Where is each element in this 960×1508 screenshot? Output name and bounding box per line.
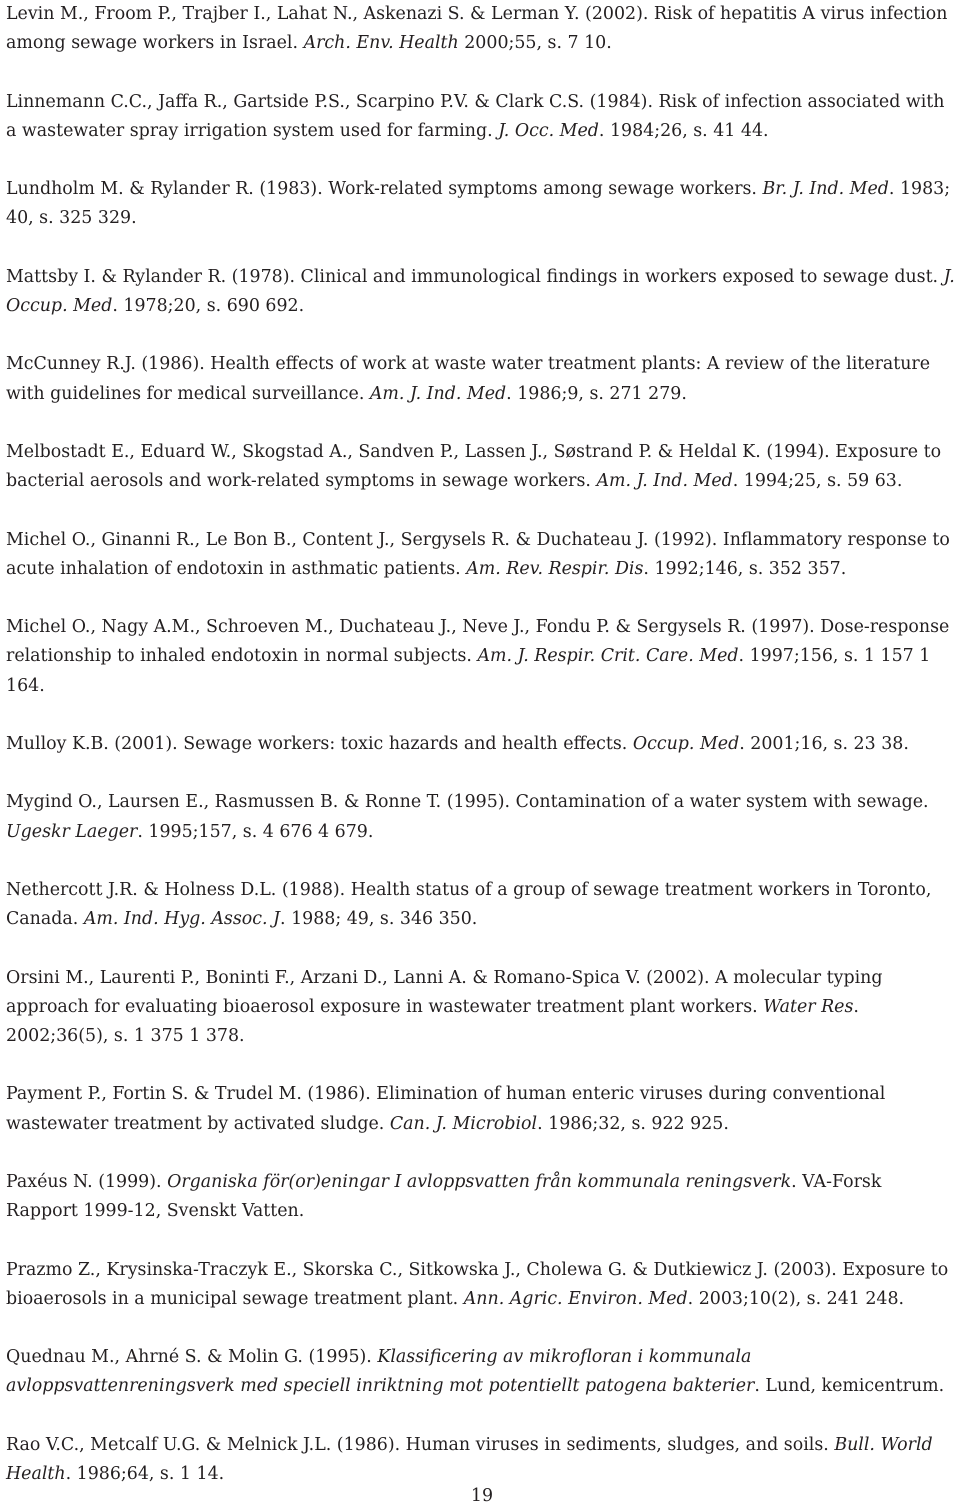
reference-entry xyxy=(6,876,958,934)
reference-text: . 1986;64, s. 1 14. xyxy=(65,1463,225,1484)
reference-source-italic: Am. J. Ind. Med xyxy=(369,383,507,404)
reference-source-italic: Am. J. Respir. Crit. Care. Med xyxy=(477,646,739,667)
reference-list xyxy=(6,0,958,1489)
reference-text: Mygind O., Laursen E., Rasmussen B. & Ronne T. (1995). Contamination of a water system with sewage. xyxy=(6,792,929,813)
document-page xyxy=(6,0,958,1508)
reference-source-italic: Occup. Med xyxy=(632,733,740,754)
reference-text: Linnemann C.C., Jaffa R., Gartside P.S., Scarpino P.V. & Clark C.S. (1984). Risk of infection associated with a wastewater spray irrigation system used for farming. xyxy=(6,91,945,141)
reference-text: . 1997;156, s. 1 157 1 164. xyxy=(6,646,931,696)
reference-entry xyxy=(6,1080,958,1138)
reference-text: . 1986;9, s. 271 279. xyxy=(506,383,687,404)
reference-entry xyxy=(6,730,958,759)
reference-source-italic: Am. Ind. Hyg. Assoc. J xyxy=(83,909,281,930)
reference-text: Mattsby I. & Rylander R. (1978). Clinical and immunological findings in workers exposed to sewage dust. xyxy=(6,266,944,287)
reference-entry xyxy=(6,88,958,146)
reference-text: . 1983; 40, s. 325 329. xyxy=(6,179,951,229)
reference-text: Michel O., Ginanni R., Le Bon B., Content J., Sergysels R. & Duchateau J. (1992). Inflammatory response to acute inhalation of endotoxin in asthmatic patients. xyxy=(6,529,950,579)
reference-entry xyxy=(6,175,958,233)
reference-text: Levin M., Froom P., Trajber I., Lahat N., Askenazi S. & Lerman Y. (2002). Risk of hepatitis A virus infection among sewage workers in Israel. xyxy=(6,4,948,54)
reference-source-italic: Ann. Agric. Environ. Med xyxy=(463,1288,688,1309)
reference-text: . 1978;20, s. 690 692. xyxy=(112,295,305,316)
reference-text: . 1986;32, s. 922 925. xyxy=(537,1113,729,1134)
reference-source-italic: J. Occ. Med xyxy=(498,120,599,141)
reference-text: Nethercott J.R. & Holness D.L. (1988). Health status of a group of sewage treatment workers in Toronto, Canada. xyxy=(6,879,932,930)
reference-source-italic: Water Res xyxy=(763,996,854,1017)
reference-text: 2000;55, s. 7 10. xyxy=(458,33,612,54)
reference-entry xyxy=(6,1256,958,1314)
reference-entry xyxy=(6,263,958,321)
reference-text: . 2002;36(5), s. 1 375 1 378. xyxy=(6,996,859,1046)
reference-text: . VA-Forsk Rapport 1999-12, Svenskt Vatten. xyxy=(6,1171,882,1222)
page-number: 19 xyxy=(470,1486,494,1506)
reference-source-italic: Am. Rev. Respir. Dis xyxy=(466,558,644,579)
reference-source-italic: Ugeskr Laeger xyxy=(6,821,138,842)
reference-source-italic: Br. J. Ind. Med xyxy=(762,179,889,200)
reference-text: Payment P., Fortin S. & Trudel M. (1986). Elimination of human enteric viruses during conventional wastewater treatment by activated sludge. xyxy=(6,1084,886,1134)
reference-text: . 2001;16, s. 23 38. xyxy=(739,733,909,754)
reference-text: Lundholm M. & Rylander R. (1983). Work-related symptoms among sewage workers. xyxy=(6,179,763,200)
reference-text: Mulloy K.B. (2001). Sewage workers: toxic hazards and health effects. xyxy=(6,733,633,754)
reference-text: Paxéus N. (1999). xyxy=(6,1171,168,1192)
reference-source-italic: Can. J. Microbiol xyxy=(389,1113,538,1134)
reference-entry xyxy=(6,613,958,701)
reference-entry xyxy=(6,964,958,1052)
reference-entry xyxy=(6,438,958,496)
reference-source-italic: Bull. World Health xyxy=(6,1434,933,1484)
reference-entry xyxy=(6,1168,958,1226)
reference-source-italic: Arch. Env. Health xyxy=(303,33,459,54)
reference-text: Michel O., Nagy A.M., Schroeven M., Duchateau J., Neve J., Fondu P. & Sergysels R. (1997). Dose-response relationship to inhaled endotoxin in normal subjects. xyxy=(6,617,950,667)
reference-entry xyxy=(6,788,958,846)
reference-text: Rao V.C., Metcalf U.G. & Melnick J.L. (1986). Human viruses in sediments, sludges, and soils. xyxy=(6,1434,835,1455)
reference-text: . 1994;25, s. 59 63. xyxy=(732,471,903,492)
reference-source-italic: Organiska för(or)eningar I avloppsvatten från kommunala reningsverk xyxy=(167,1171,792,1192)
reference-text: . 2003;10(2), s. 241 248. xyxy=(687,1288,905,1309)
reference-text: Melbostadt E., Eduard W., Skogstad A., Sandven P., Lassen J., Søstrand P. & Heldal K. (1994). Exposure to bacterial aerosols and work-related symptoms in sewage workers. xyxy=(6,441,942,492)
reference-text: . 1992;146, s. 352 357. xyxy=(643,558,847,579)
reference-source-italic: Klassificering av mikrofloran i kommunala avloppsvattenreningsverk med speciell inriktning mot potentiellt patogena bakterier xyxy=(6,1347,755,1397)
reference-text: Prazmo Z., Krysinska-Traczyk E., Skorska C., Sitkowska J., Cholewa G. & Dutkiewicz J. (2003). Exposure to bioaerosols in a municipal sewage treatment plant. xyxy=(6,1259,949,1309)
reference-text: . 1988; 49, s. 346 350. xyxy=(280,909,478,930)
reference-entry xyxy=(6,1343,958,1401)
reference-entry xyxy=(6,526,958,584)
reference-entry xyxy=(6,0,958,58)
reference-text: Quednau M., Ahrné S. & Molin G. (1995). xyxy=(6,1347,378,1368)
reference-source-italic: J. Occup. Med xyxy=(6,266,955,316)
reference-text: . Lund, kemicentrum. xyxy=(754,1376,945,1397)
reference-text: . 1995;157, s. 4 676 4 679. xyxy=(137,821,374,842)
reference-entry xyxy=(6,350,958,408)
reference-text: Orsini M., Laurenti P., Boninti F., Arzani D., Lanni A. & Romano-Spica V. (2002). A molecular typing approach for evaluating bioaerosol exposure in wastewater treatment plant workers. xyxy=(6,967,883,1017)
reference-entry xyxy=(6,1431,958,1489)
reference-text: . 1984;26, s. 41 44. xyxy=(598,120,769,141)
reference-source-italic: Am. J. Ind. Med xyxy=(596,471,733,492)
reference-text: McCunney R.J. (1986). Health effects of work at waste water treatment plants: A review of the literature with guidelines for medical surveillance. xyxy=(6,354,931,404)
